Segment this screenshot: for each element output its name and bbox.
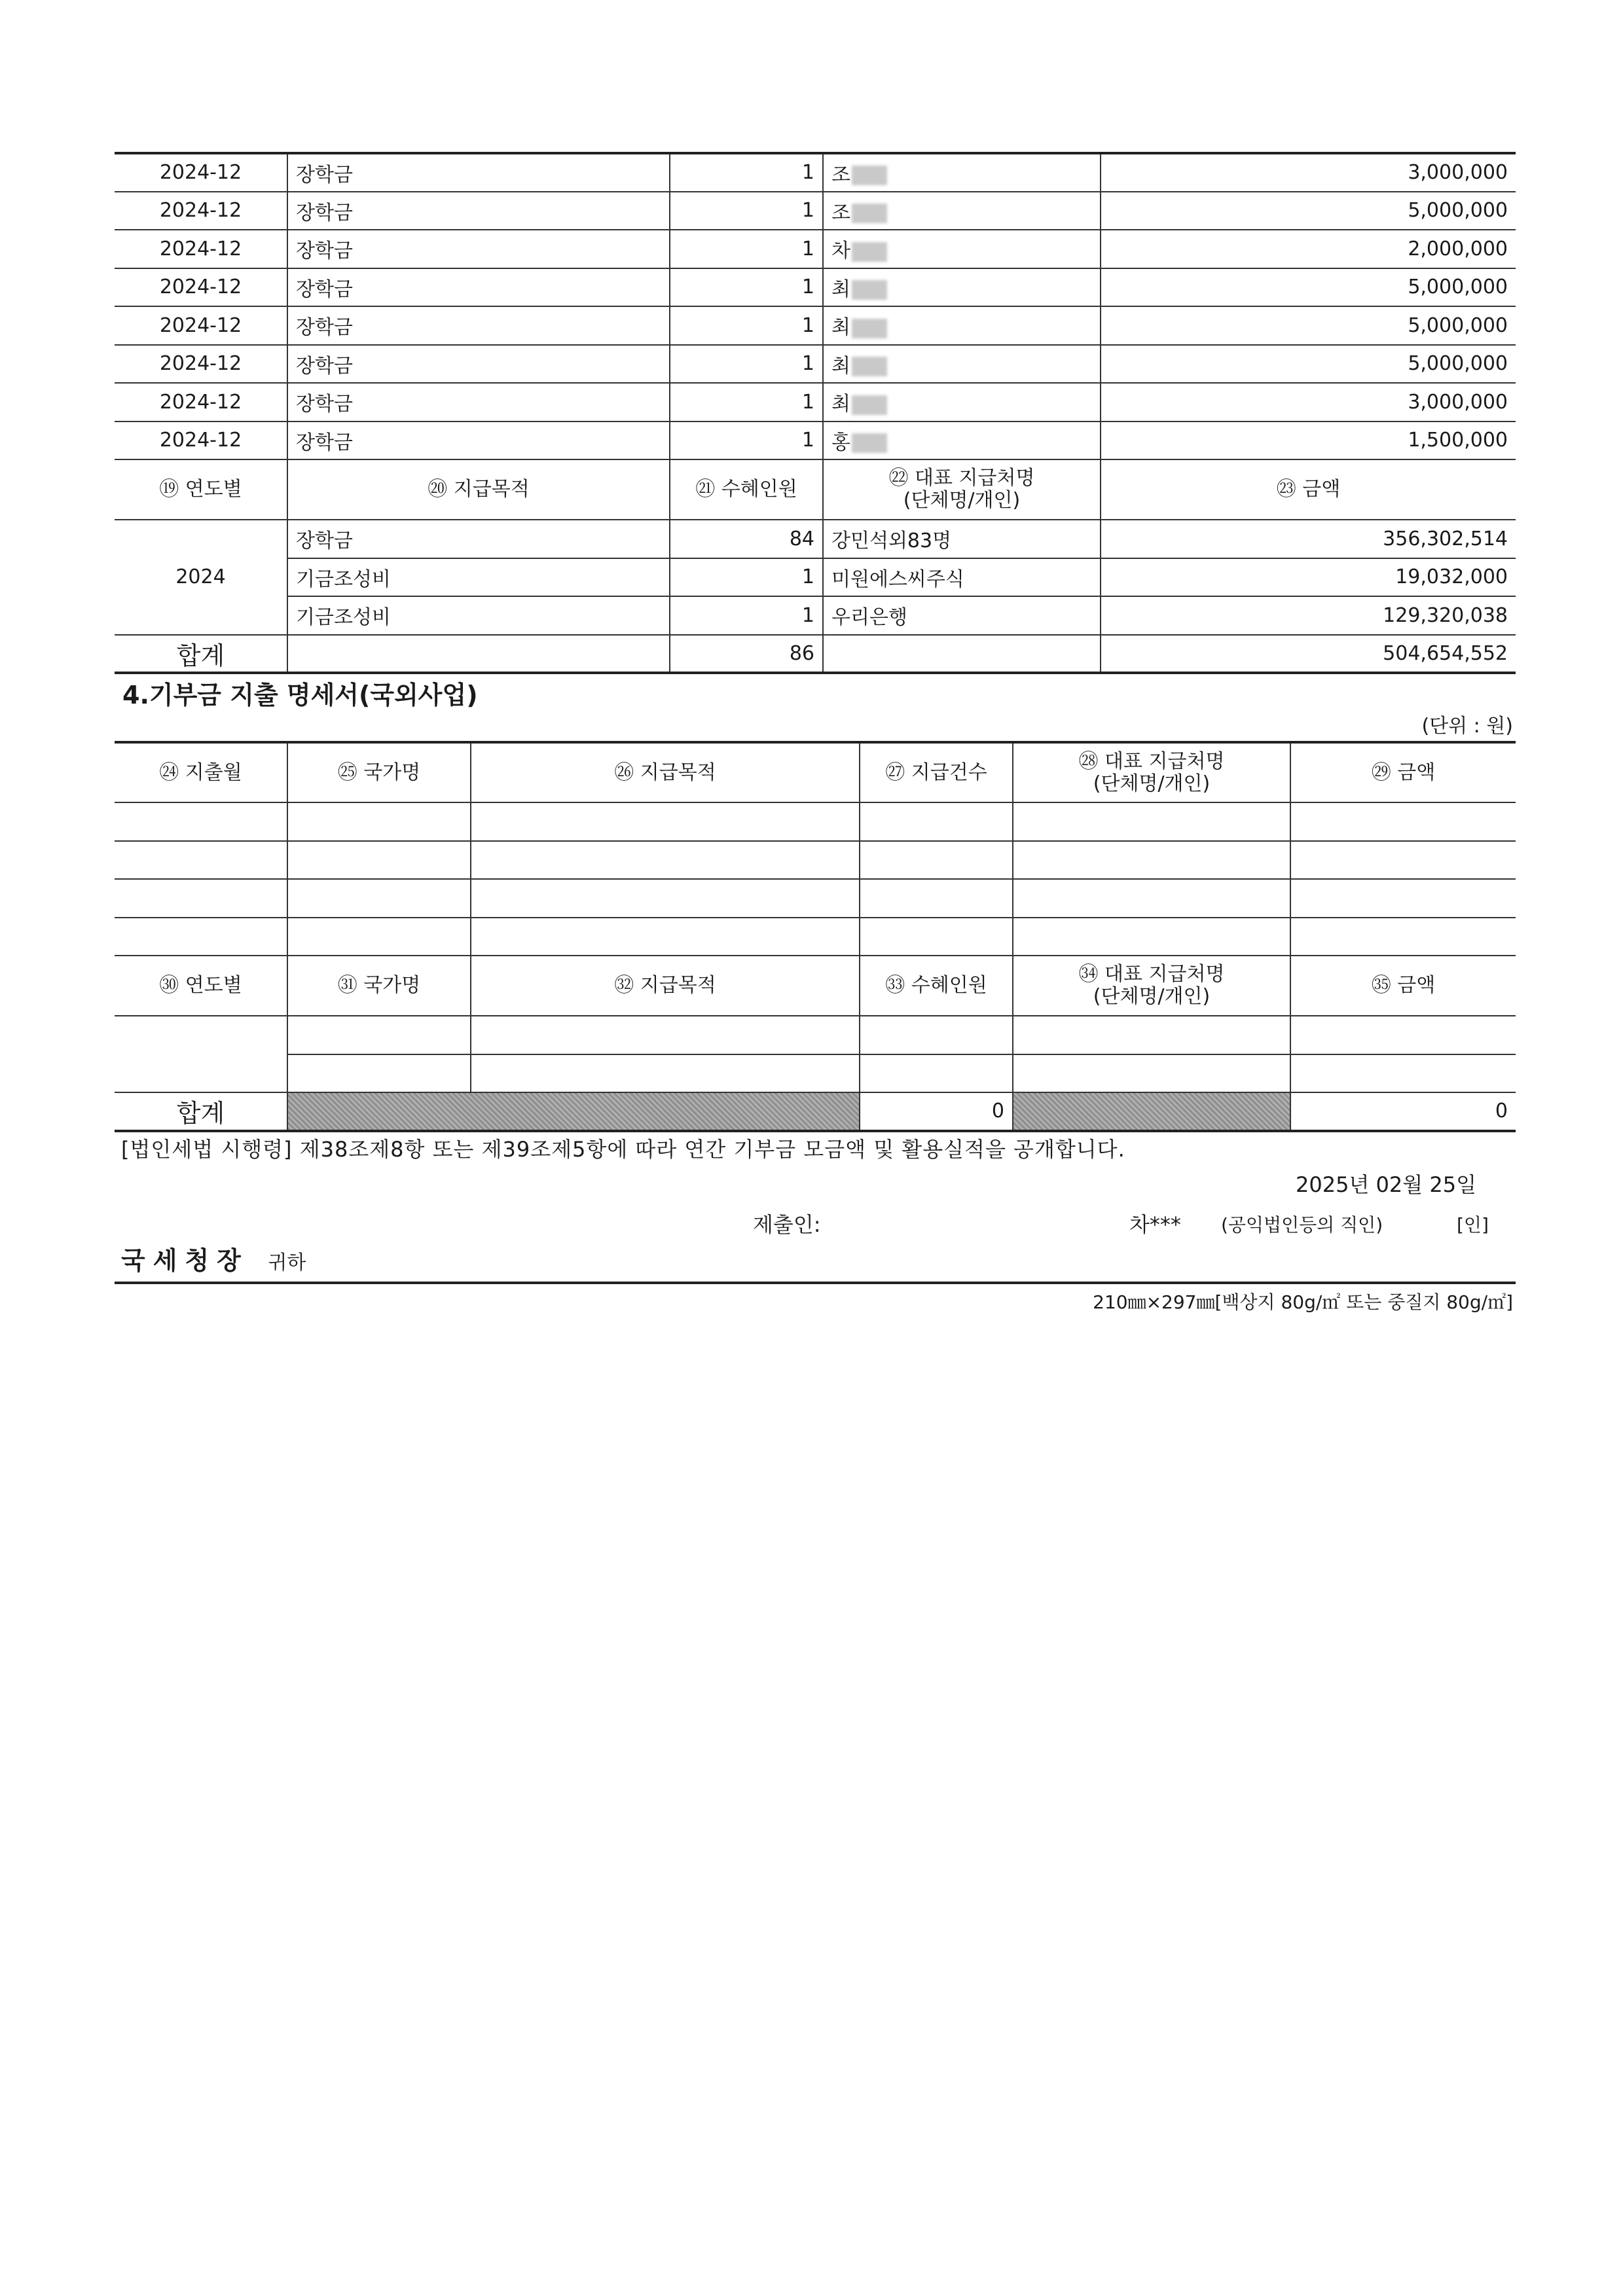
summary-recipient: 강민석외83명 (823, 520, 1101, 558)
header-country: ㉛ 국가명 (287, 956, 471, 1016)
summary-purpose: 기금조성비 (287, 558, 670, 597)
detail-recipient-cell (823, 383, 1101, 422)
detail-month: 2024-12 (115, 230, 287, 268)
detail-purpose: 장학금 (287, 153, 670, 192)
detail-recipient-cell (823, 153, 1101, 192)
redaction-mark (852, 395, 887, 415)
summary-recipient: 우리은행 (823, 596, 1101, 635)
header-recipient-line1: ㉞ 대표 지급처명 (1078, 963, 1225, 986)
detail-recipient: 최 (831, 354, 850, 378)
detail-recipient: 조 (831, 163, 850, 187)
total-amount: 504,654,552 (1101, 635, 1516, 673)
detail-count: 1 (670, 383, 823, 422)
detail-month: 2024-12 (115, 153, 287, 192)
total-label: 합계 (176, 641, 225, 670)
detail-purpose: 장학금 (287, 192, 670, 230)
summary-amount: 129,320,038 (1101, 596, 1516, 635)
summary-year: 2024 (115, 520, 287, 635)
empty-row (115, 802, 1516, 841)
detail-count: 1 (670, 306, 823, 345)
detail-purpose: 장학금 (287, 422, 670, 460)
shaded-cell (1013, 1092, 1290, 1131)
detail-month: 2024-12 (115, 345, 287, 384)
detail-purpose: 장학금 (287, 345, 670, 384)
detail-recipient-cell (823, 422, 1101, 460)
total-beneficiaries: 86 (670, 635, 823, 673)
detail-row (115, 192, 1516, 230)
submitter-role: (공익법인등의 직인) (1221, 1213, 1383, 1236)
total-amount: 0 (1290, 1092, 1516, 1131)
detail-purpose: 장학금 (287, 268, 670, 307)
detail-recipient: 차 (831, 240, 850, 263)
header-beneficiaries: ㉝ 수혜인원 (860, 956, 1013, 1016)
detail-count: 1 (670, 422, 823, 460)
detail-row (115, 230, 1516, 268)
detail-purpose: 장학금 (287, 383, 670, 422)
total-row (115, 635, 1516, 673)
detail-row (115, 422, 1516, 460)
empty-row (115, 1054, 1516, 1093)
redaction-mark (852, 242, 887, 262)
foreign-total-row (115, 1092, 1516, 1131)
detail-amount: 3,000,000 (1101, 383, 1516, 422)
empty-row (115, 1016, 1516, 1054)
foreign-detail-header-row (115, 742, 1516, 802)
detail-purpose: 장학금 (287, 306, 670, 345)
detail-amount: 5,000,000 (1101, 345, 1516, 384)
header-recipient-line2: (단체명/개인) (903, 489, 1021, 512)
summary-beneficiaries: 1 (670, 596, 823, 635)
detail-recipient-cell (823, 268, 1101, 307)
header-beneficiaries: ㉑ 수혜인원 (670, 459, 823, 520)
summary-beneficiaries: 84 (670, 520, 823, 558)
empty-row (115, 918, 1516, 956)
addressee-line (115, 1240, 1516, 1284)
detail-recipient-cell (823, 230, 1101, 268)
detail-recipient-cell (823, 345, 1101, 384)
header-country: ㉕ 국가명 (287, 742, 471, 802)
detail-recipient: 최 (831, 278, 850, 301)
header-amount: ㉟ 금액 (1290, 956, 1516, 1016)
detail-row (115, 383, 1516, 422)
header-recipient (1013, 956, 1290, 1016)
detail-amount: 5,000,000 (1101, 192, 1516, 230)
detail-amount: 3,000,000 (1101, 153, 1516, 192)
detail-recipient-cell (823, 192, 1101, 230)
detail-row (115, 306, 1516, 345)
summary-row (115, 558, 1516, 597)
summary-purpose: 장학금 (287, 520, 670, 558)
detail-recipient-cell (823, 306, 1101, 345)
legal-notice: [법인세법 시행령] 제38조제8항 또는 제39조제5항에 따라 연간 기부금 모금액 및 활용실적을 공개합니다. (121, 1136, 1125, 1162)
unit-label: (단위 : 원) (1421, 715, 1513, 738)
detail-month: 2024-12 (115, 422, 287, 460)
summary-purpose: 기금조성비 (287, 596, 670, 635)
shaded-cell (287, 1092, 860, 1131)
detail-amount: 5,000,000 (1101, 306, 1516, 345)
header-purpose: ㉖ 지급목적 (471, 742, 860, 802)
header-purpose: ㉜ 지급목적 (471, 956, 860, 1016)
detail-month: 2024-12 (115, 383, 287, 422)
header-recipient-line1: ㉘ 대표 지급처명 (1078, 749, 1225, 773)
header-recipient-line2: (단체명/개인) (1093, 985, 1211, 1008)
detail-recipient: 홍 (831, 431, 850, 454)
summary-beneficiaries: 1 (670, 558, 823, 597)
empty-row (115, 841, 1516, 880)
seal-mark: [인] (1457, 1213, 1489, 1236)
header-recipient (823, 459, 1101, 520)
detail-count: 1 (670, 268, 823, 307)
detail-count: 1 (670, 192, 823, 230)
detail-amount: 5,000,000 (1101, 268, 1516, 307)
header-count: ㉗ 지급건수 (860, 742, 1013, 802)
redaction-mark (852, 166, 887, 185)
detail-purpose: 장학금 (287, 230, 670, 268)
foreign-summary-header-row (115, 956, 1516, 1016)
paper-spec: 210㎜×297㎜[백상지 80g/㎡ 또는 중질지 80g/㎡] (1093, 1291, 1513, 1313)
submitter-name: 차*** (1129, 1211, 1181, 1237)
addressee-suffix: 귀하 (268, 1251, 306, 1274)
empty-row (115, 879, 1516, 918)
submitter-line (115, 1203, 1516, 1240)
header-year: ⑲ 연도별 (115, 459, 287, 520)
detail-amount: 1,500,000 (1101, 422, 1516, 460)
header-year: ㉚ 연도별 (115, 956, 287, 1016)
detail-month: 2024-12 (115, 306, 287, 345)
summary-amount: 356,302,514 (1101, 520, 1516, 558)
total-beneficiaries: 0 (860, 1092, 1013, 1131)
domestic-expenditure-table (115, 152, 1516, 674)
detail-recipient: 최 (831, 393, 850, 416)
detail-month: 2024-12 (115, 192, 287, 230)
donation-report-page (115, 152, 1516, 1314)
redaction-mark (852, 280, 887, 300)
summary-recipient: 미원에스씨주식 (823, 558, 1101, 597)
detail-rows (115, 153, 1516, 459)
redaction-mark (852, 357, 887, 376)
detail-amount: 2,000,000 (1101, 230, 1516, 268)
submitter-label: 제출인: (753, 1211, 821, 1237)
detail-count: 1 (670, 230, 823, 268)
header-recipient-line2: (단체명/개인) (1093, 772, 1211, 795)
redaction-mark (852, 204, 887, 223)
detail-recipient: 조 (831, 201, 850, 224)
summary-row (115, 520, 1516, 558)
summary-row (115, 596, 1516, 635)
submission-date: 2025년 02월 25일 (1296, 1172, 1476, 1197)
section-title: 4.기부금 지출 명세서(국외사업) (122, 681, 478, 709)
header-amount: ㉓ 금액 (1101, 459, 1516, 520)
total-label: 합계 (176, 1099, 225, 1128)
summary-header-row (115, 459, 1516, 520)
foreign-expenditure-table (115, 741, 1516, 1132)
detail-row (115, 345, 1516, 384)
detail-row (115, 268, 1516, 307)
header-amount: ㉙ 금액 (1290, 742, 1516, 802)
header-recipient (1013, 742, 1290, 802)
header-recipient-line1: ㉒ 대표 지급처명 (888, 467, 1035, 490)
redaction-mark (852, 433, 887, 453)
detail-row (115, 153, 1516, 192)
summary-amount: 19,032,000 (1101, 558, 1516, 597)
addressee: 국세청장 (121, 1246, 249, 1275)
header-month: ㉔ 지출월 (115, 742, 287, 802)
detail-month: 2024-12 (115, 268, 287, 307)
detail-recipient: 최 (831, 316, 850, 340)
redaction-mark (852, 319, 887, 338)
header-purpose: ⑳ 지급목적 (287, 459, 670, 520)
detail-count: 1 (670, 345, 823, 384)
detail-count: 1 (670, 153, 823, 192)
